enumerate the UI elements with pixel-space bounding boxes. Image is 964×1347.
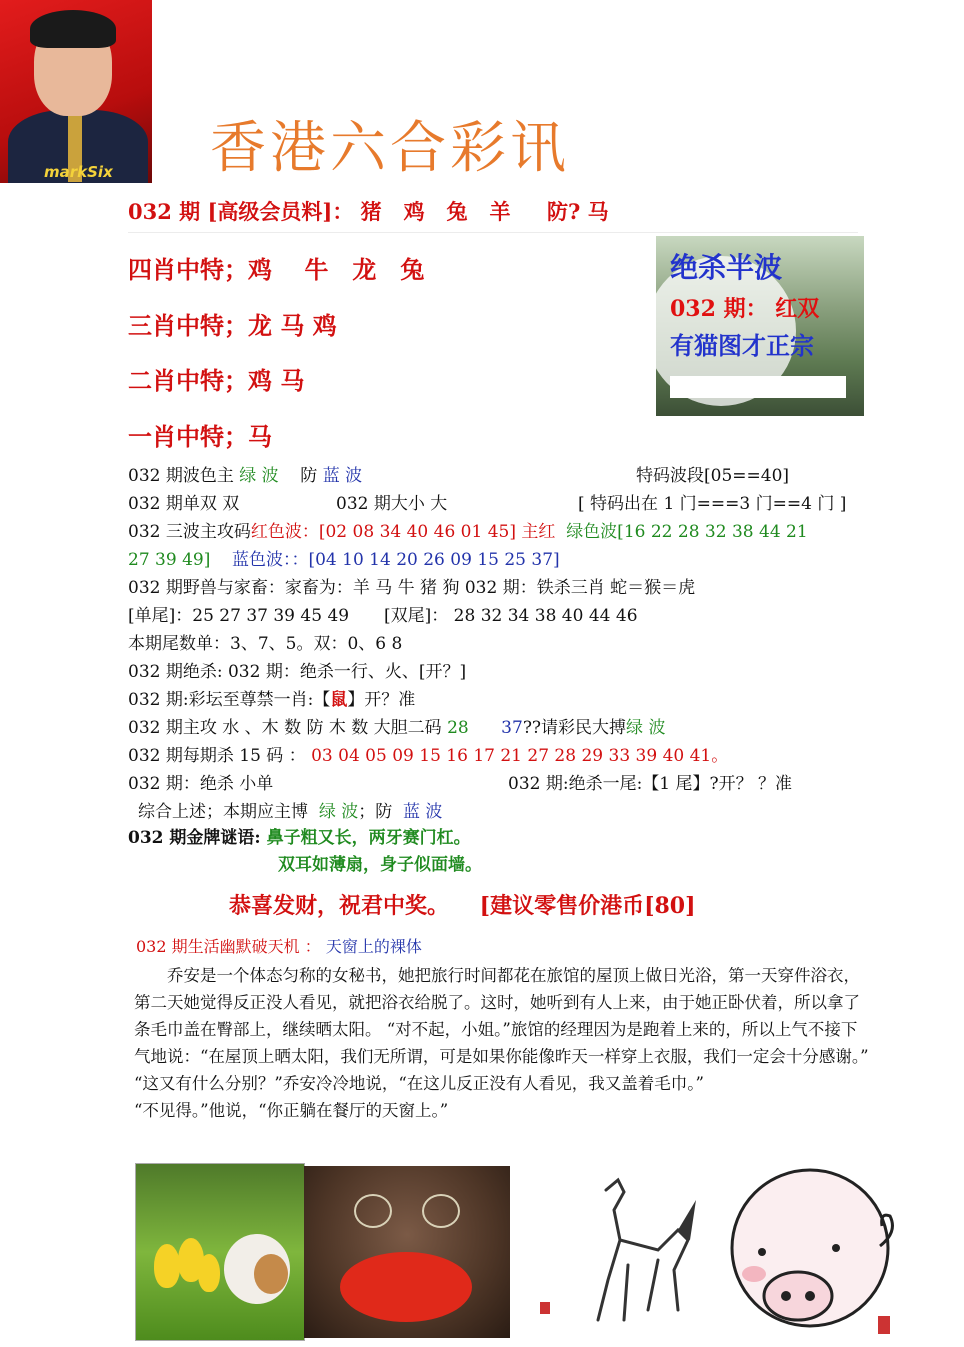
headline-pick: 猪 — [360, 199, 382, 224]
story-paragraph: “不见得。”他说，“你正躺在餐厅的天窗上。” — [134, 1101, 449, 1120]
tri-red: 红色波：[02 08 34 40 46 01 45] 主红 — [250, 522, 556, 542]
pig-ink-painting — [718, 1156, 908, 1342]
summary-guard: 蓝 波 — [403, 802, 443, 822]
tail-kill: 032 期:绝杀一尾:【1 尾】?开？ ？准 — [508, 774, 793, 794]
greeting-text: 恭喜发财，祝君中奖。 — [229, 893, 450, 919]
horse-ink-painting — [528, 1170, 710, 1340]
zodiac-value: 龙 马 鸡 — [248, 311, 337, 340]
forum-prefix: 032 期:彩坛至尊禁一肖:【 — [128, 690, 331, 710]
headline — [128, 196, 609, 226]
gate-line: [ 特码出在 1 门===3 门==4 门 ] — [578, 494, 847, 514]
headline-pick: 鸡 — [403, 199, 425, 224]
headline-label: [高级会员料]： — [207, 199, 354, 224]
tri-green-2: 27 39 49] — [128, 550, 211, 570]
riddle-label: 032 期金牌谜语: — [128, 828, 261, 848]
story-paragraph: 乔安是一个体态匀称的女秘书，她把旅行时间都花在旅馆的屋顶上做日光浴，第一天穿件浴衣，第二天她觉得反正没人看见，就把浴衣给脱了。这时，她听到有人上来，由于她正卧伏着，所以拿了条毛巾盖在臀部上，继续晒太阳。 “对不起，小姐。”旅馆的经理因为是跑着上来的，所以上气不接下气地说：“在屋顶上晒太阳，我们无所谓，可是如果你能像昨天一样穿上衣服，我们一定会十分感谢。” “这又有什么分别？”乔安冷冷地说，“在这儿反正没有人看见，我又盖着毛巾。” — [134, 966, 869, 1093]
zodiac-value: 鸡 牛 龙 兔 — [248, 255, 425, 284]
riddle-line: 鼻子粗又长，两牙赛门杠。 — [266, 828, 471, 848]
kill-line: 032 期绝杀: 032 期：绝杀一行、火、[开？] — [128, 662, 467, 682]
attack-number: 28 — [447, 718, 469, 738]
greeting — [229, 889, 696, 920]
ducks-rabbit-photo — [135, 1163, 305, 1341]
summary-main: 绿 波 — [318, 802, 359, 822]
portrait-brand: markSix — [44, 163, 113, 181]
cat-box-title: 绝杀半波 — [670, 251, 783, 284]
attack-suffix: ??请彩民大搏 — [522, 718, 627, 738]
wave-prefix: 032 期波色主 — [128, 466, 234, 486]
tail-count: 本期尾数单：3、7、5。双：0、6 8 — [128, 634, 403, 654]
attack-prefix: 032 期主攻 水 、木 数 防 木 数 大胆二码 — [128, 718, 442, 738]
wave-guard-prefix: 防 — [300, 466, 318, 486]
zodiac-line-two — [128, 361, 304, 396]
riddle — [128, 823, 471, 848]
zodiac-line-three — [128, 306, 337, 341]
kill15-numbers: 03 04 05 09 15 16 17 21 27 28 29 33 39 40 41。 — [311, 746, 729, 766]
wave-segment: 特码波段[05==40] — [636, 466, 790, 486]
summary-line — [138, 797, 442, 822]
attack-number: 37 — [501, 718, 523, 738]
page-title: 香港六合彩讯 — [210, 116, 570, 181]
beast-line: 032 期野兽与家畜：家畜为：羊 马 牛 猪 狗 032 期：铁杀三肖 蛇＝猴＝虎 — [128, 578, 696, 598]
zodiac-label: 三肖中特； — [128, 311, 248, 340]
attack-line — [128, 713, 665, 738]
wave-guard: 蓝 波 — [322, 466, 363, 486]
story-title-text: 天窗上的裸体 — [325, 937, 422, 956]
cat-box-note: 有猫图才正宗 — [670, 331, 814, 360]
tail-odd: [单尾]：25 27 37 39 45 49 — [128, 606, 350, 626]
zodiac-value: 马 — [248, 422, 272, 451]
story-title-prefix: 032 期生活幽默破天机 ： — [136, 937, 321, 956]
kill15-prefix: 032 期每期杀 15 码 ： — [128, 746, 306, 766]
zodiac-label: 四肖中特； — [128, 255, 248, 284]
headline-pick: 羊 — [489, 199, 511, 224]
zodiac-label: 一肖中特； — [128, 422, 248, 451]
headline-pick: 兔 — [446, 199, 468, 224]
monkey-lips-photo — [304, 1166, 510, 1338]
summary-mid: ；防 — [358, 802, 393, 822]
wave-main: 绿 波 — [239, 466, 279, 486]
story-title — [136, 934, 422, 957]
forum-suffix: 】开？准 — [347, 690, 416, 710]
story-body — [134, 962, 869, 1124]
tail-even: [双尾]： 28 32 34 38 40 44 46 — [384, 606, 638, 626]
forum-zodiac: 鼠 — [330, 690, 348, 710]
cat-box-period: 032 期： 红双 — [670, 296, 820, 322]
portrait-photo — [0, 0, 152, 183]
forum-line — [128, 685, 415, 710]
attack-wave: 绿 波 — [626, 718, 666, 738]
odd-even: 032 期单双 双 — [128, 494, 240, 514]
tri-wave-line-2 — [128, 545, 560, 570]
tri-green: 绿色波[16 22 28 32 38 44 21 — [566, 522, 808, 542]
cat-image-box — [656, 236, 864, 416]
wave-line — [128, 461, 362, 486]
tri-blue: 蓝色波：：[04 10 14 20 26 09 15 25 37] — [231, 550, 560, 570]
tri-wave-line — [128, 517, 808, 542]
tri-prefix: 032 三波主攻码 — [128, 522, 251, 542]
headline-period: 032 期 — [128, 199, 201, 224]
summary-prefix: 综合上述；本期应主博 — [138, 802, 308, 822]
price-note: [建议零售价港币[80] — [479, 893, 696, 919]
divider — [128, 232, 858, 233]
zodiac-label: 二肖中特； — [128, 366, 248, 395]
riddle-line-2: 双耳如薄扇，身子似面墙。 — [278, 855, 482, 875]
small-single: 032 期：绝杀 小单 — [128, 774, 274, 794]
zodiac-value: 鸡 马 — [248, 366, 305, 395]
headline-guard: 防? 马 — [547, 199, 609, 224]
zodiac-line-one — [128, 417, 272, 452]
zodiac-line-four — [128, 250, 424, 285]
big-small: 032 期大小 大 — [336, 494, 448, 514]
kill15-line — [128, 741, 728, 766]
